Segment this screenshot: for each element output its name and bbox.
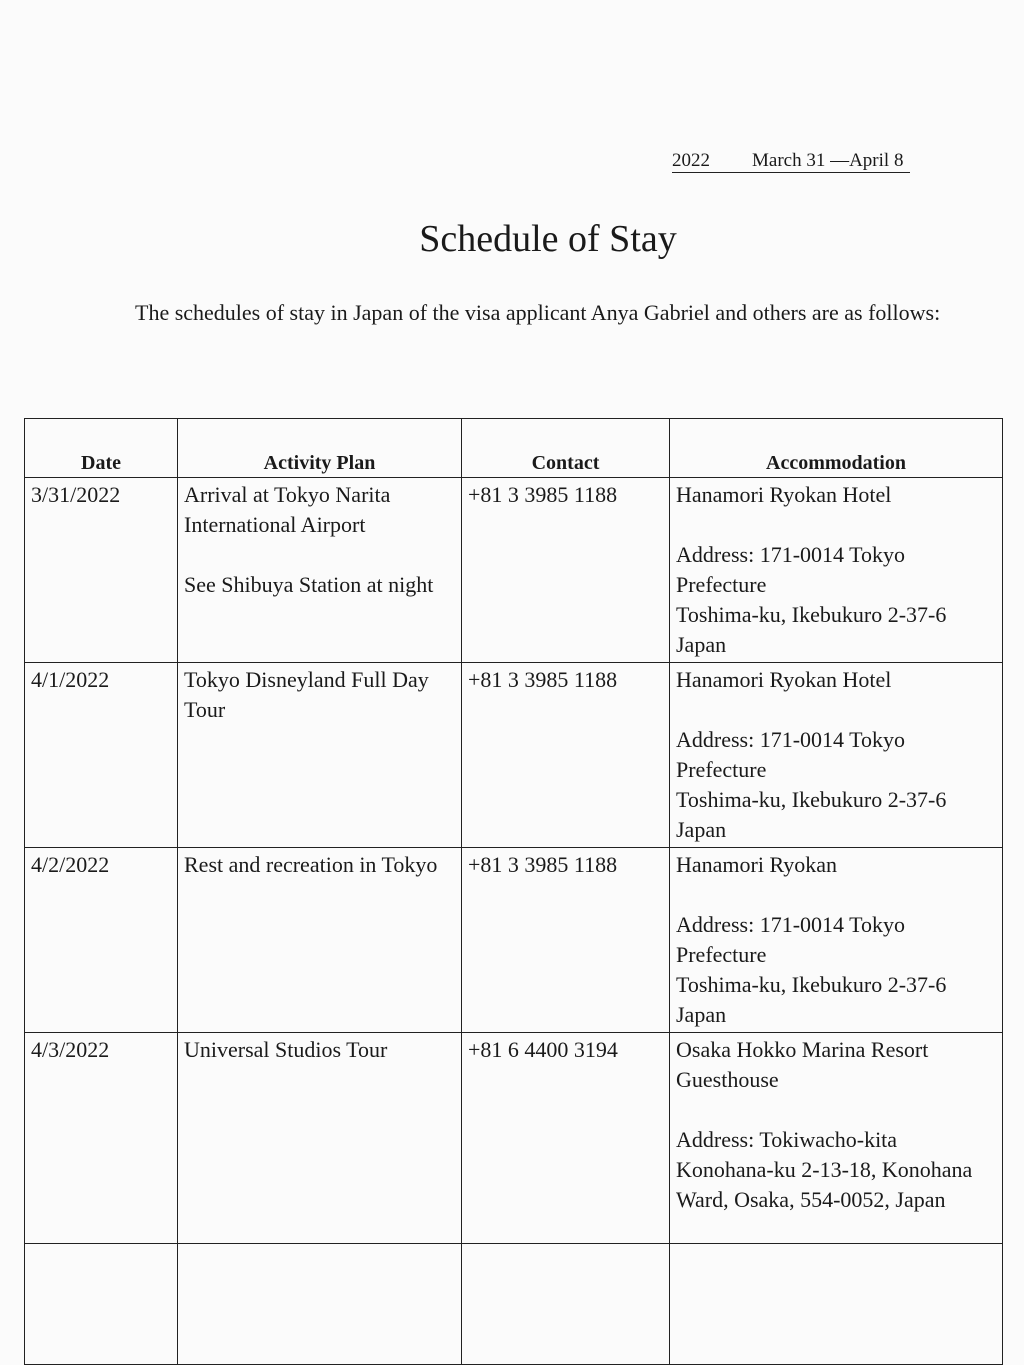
acc-name: Hanamori Ryokan [676,852,838,877]
cell-empty [670,1244,1003,1365]
acc-address: Address: 171-0014 Tokyo Prefecture [676,912,906,967]
activity-line: Tokyo Disneyland Full Day Tour [184,667,429,722]
cell-empty [462,1244,670,1365]
header-activity: Activity Plan [178,419,462,478]
acc-address-2: Toshima-ku, Ikebukuro 2-37-6 Japan [676,602,947,657]
cell-date: 4/3/2022 [25,1033,178,1244]
activity-line: Universal Studios Tour [184,1037,388,1062]
acc-address: Address: 171-0014 Tokyo Prefecture [676,727,906,782]
table-row [25,663,1003,848]
cell-contact: +81 3 3985 1188 [462,478,670,663]
cell-contact: +81 3 3985 1188 [462,663,670,848]
activity-line: Rest and recreation in Tokyo [184,852,438,877]
table-header-row [25,419,1003,478]
acc-name: Hanamori Ryokan Hotel [676,482,892,507]
cell-empty [25,1244,178,1365]
cell-activity [178,478,462,663]
schedule-table [24,418,1003,1365]
acc-address-2: Konohana-ku 2-13-18, Konohana Ward, Osaka, 554-0052, Japan [676,1157,973,1212]
cell-activity [178,663,462,848]
table-row [25,848,1003,1033]
activity-line: Arrival at Tokyo Narita International Airport [184,482,391,537]
acc-address-2: Toshima-ku, Ikebukuro 2-37-6 Japan [676,787,947,842]
cell-contact: +81 3 3985 1188 [462,848,670,1033]
table-row-empty [25,1244,1003,1365]
cell-contact: +81 6 4400 3194 [462,1033,670,1244]
cell-activity [178,848,462,1033]
cell-accommodation [670,1033,1003,1244]
document-title: Schedule of Stay [419,218,677,260]
cell-date: 4/2/2022 [25,848,178,1033]
intro-text: The schedules of stay in Japan of the visa applicant Anya Gabriel and others are as follows: [135,300,941,325]
header-contact: Contact [462,419,670,478]
cell-activity [178,1033,462,1244]
cell-empty [178,1244,462,1365]
acc-name: Osaka Hokko Marina Resort Guesthouse [676,1037,929,1092]
acc-address-2: Toshima-ku, Ikebukuro 2-37-6 Japan [676,972,947,1027]
cell-date: 4/1/2022 [25,663,178,848]
acc-address: Address: 171-0014 Tokyo Prefecture [676,542,906,597]
acc-name: Hanamori Ryokan Hotel [676,667,892,692]
acc-address: Address: Tokiwacho-kita [676,1127,898,1152]
cell-accommodation [670,663,1003,848]
table-row [25,478,1003,663]
year: 2022 [672,150,710,171]
activity-line: See Shibuya Station at night [184,572,434,597]
header-accommodation: Accommodation [670,419,1003,478]
range: March 31 —April 8 [752,150,904,171]
table-row [25,1033,1003,1244]
cell-date: 3/31/2022 [25,478,178,663]
cell-accommodation [670,848,1003,1033]
cell-accommodation [670,478,1003,663]
header-date: Date [25,419,178,478]
date-range [672,150,910,173]
